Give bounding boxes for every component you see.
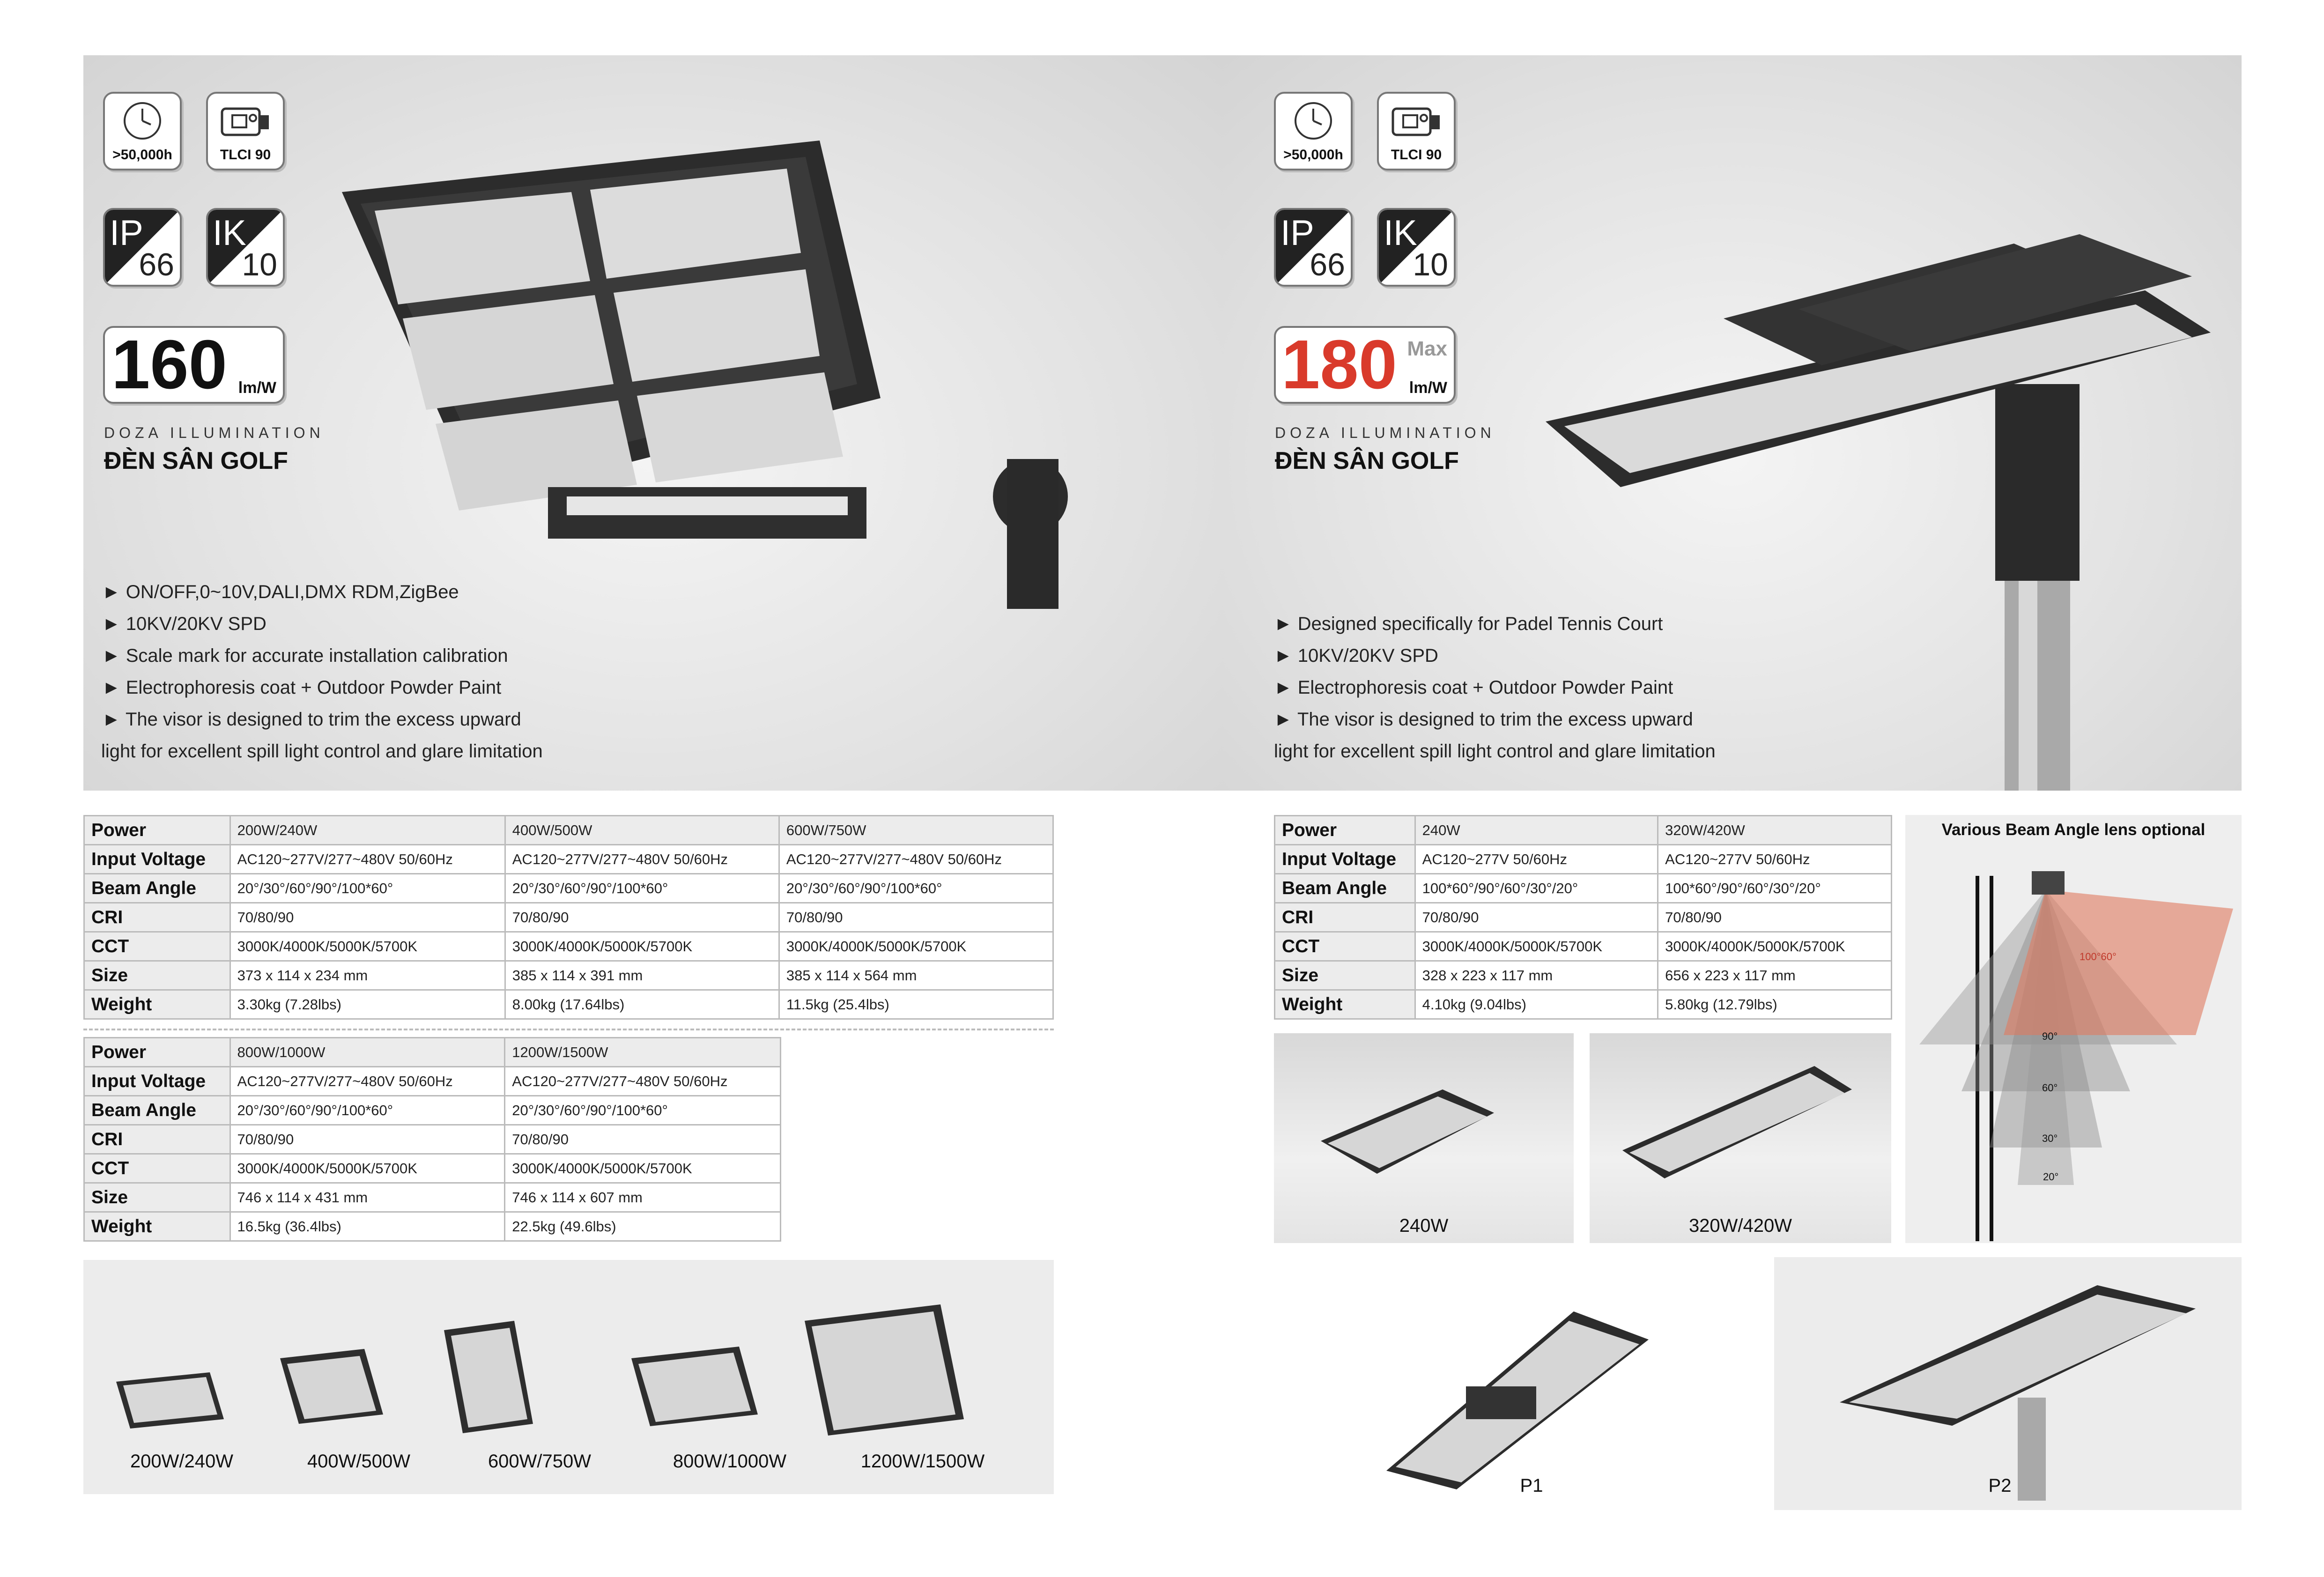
feature-item: ► Electrophoresis coat + Outdoor Powder Paint xyxy=(102,677,502,698)
product-thumb-320w xyxy=(1590,1033,1891,1243)
table-row: Beam Angle 100*60°/90°/60°/30°/20° 100*60°/90°/60°/30°/20° xyxy=(1275,874,1892,903)
model-label: 800W/1000W xyxy=(673,1451,787,1472)
spec-table-1 xyxy=(83,815,1054,1020)
mount-label: P1 xyxy=(1520,1475,1543,1496)
beam-label-30: 30° xyxy=(2042,1133,2058,1144)
efficacy-badge xyxy=(1274,326,1456,404)
thumb-label: 240W xyxy=(1399,1215,1449,1236)
table-row: Beam Angle 20°/30°/60°/90°/100*60° 20°/30°/60°/90°/100*60° 20°/30°/60°/90°/100*60° xyxy=(84,874,1053,903)
tlci-label: TLCI 90 xyxy=(220,147,271,163)
model-label: 600W/750W xyxy=(488,1451,592,1472)
mount-label: P2 xyxy=(1988,1475,2012,1496)
table-row: Beam Angle 20°/30°/60°/90°/100*60° 20°/30°/60°/90°/100*60° xyxy=(84,1096,781,1125)
table-row: CCT 3000K/4000K/5000K/5700K 3000K/4000K/5000K/5700K xyxy=(84,1154,781,1183)
lifetime-label: >50,000h xyxy=(1283,147,1343,163)
mount-p1-image xyxy=(1377,1293,1658,1489)
feature-item: ► The visor is designed to trim the excess upward xyxy=(1274,709,1693,730)
table-row: Input Voltage AC120~277V 50/60Hz AC120~277V 50/60Hz xyxy=(1275,845,1892,874)
feature-item: ► The visor is designed to trim the excess upward xyxy=(102,709,521,730)
model-label: 1200W/1500W xyxy=(860,1451,985,1472)
beam-label-100x60: 100°60° xyxy=(2080,951,2117,962)
table-row: Power 800W/1000W 1200W/1500W xyxy=(84,1038,781,1067)
spec-table-2 xyxy=(83,1037,781,1242)
table-row: Power 200W/240W 400W/500W 600W/750W xyxy=(84,816,1053,845)
table-row: Weight 4.10kg (9.04lbs) 5.80kg (12.79lbs) xyxy=(1275,990,1892,1019)
table-row: Input Voltage AC120~277V/277~480V 50/60Hz AC120~277V/277~480V 50/60Hz xyxy=(84,1067,781,1096)
product-thumb-240w xyxy=(1274,1033,1574,1243)
brand-name: DOZA ILLUMINATION xyxy=(104,424,325,441)
feature-item: light for excellent spill light control and glare limitation xyxy=(101,741,543,762)
ip-rating-badge xyxy=(103,208,182,287)
table-row: Weight 16.5kg (36.4lbs) 22.5kg (49.6lbs) xyxy=(84,1212,781,1241)
efficacy-badge xyxy=(103,326,285,404)
camera-icon xyxy=(208,96,283,153)
mount-p2-image xyxy=(1774,1257,2242,1501)
ip-label: IP xyxy=(110,213,143,253)
ip-value: 66 xyxy=(139,247,174,282)
ip-value: 66 xyxy=(1310,247,1345,282)
table-divider xyxy=(83,1029,1054,1030)
clock-icon xyxy=(1276,96,1351,153)
brand-name: DOZA ILLUMINATION xyxy=(1275,424,1495,441)
lamp-240w-image xyxy=(1274,1033,1574,1211)
efficacy-max: Max xyxy=(1407,337,1447,360)
table-row: CCT 3000K/4000K/5000K/5700K 3000K/4000K/5000K/5700K 3000K/4000K/5000K/5700K xyxy=(84,932,1053,961)
efficacy-value: 160 xyxy=(111,326,227,403)
spec-table-right xyxy=(1274,815,1892,1020)
feature-item: ► Electrophoresis coat + Outdoor Powder Paint xyxy=(1274,677,1673,698)
table-row: Size 373 x 114 x 234 mm 385 x 114 x 391 mm 385 x 114 x 564 mm xyxy=(84,961,1053,990)
lifetime-badge xyxy=(1274,92,1353,170)
tlci-badge xyxy=(1377,92,1456,170)
ik-value: 10 xyxy=(1413,247,1448,282)
table-row: CCT 3000K/4000K/5000K/5700K 3000K/4000K/5000K/5700K xyxy=(1275,932,1892,961)
table-row: Weight 3.30kg (7.28lbs) 8.00kg (17.64lbs) 11.5kg (25.4lbs) xyxy=(84,990,1053,1019)
feature-list xyxy=(1274,608,1716,767)
feature-item: ► Designed specifically for Padel Tennis Court xyxy=(1274,614,1663,634)
lamp-320w-image xyxy=(1590,1033,1891,1211)
table-row: CRI 70/80/90 70/80/90 xyxy=(1275,903,1892,932)
beam-angle-diagram xyxy=(1905,848,2242,1241)
beam-label-90: 90° xyxy=(2042,1030,2058,1042)
table-row: Input Voltage AC120~277V/277~480V 50/60Hz AC120~277V/277~480V 50/60Hz AC120~277V/277~480V 50/60Hz xyxy=(84,845,1053,874)
beam-angle-title: Various Beam Angle lens optional xyxy=(1941,821,2206,839)
tlci-badge xyxy=(206,92,285,170)
floodlight-image xyxy=(328,141,1077,609)
efficacy-unit: lm/W xyxy=(1409,379,1447,397)
ik-label: IK xyxy=(1384,213,1417,253)
feature-item: ► 10KV/20KV SPD xyxy=(102,614,266,634)
table-row: CRI 70/80/90 70/80/90 70/80/90 xyxy=(84,903,1053,932)
lifetime-badge xyxy=(103,92,182,170)
product-title: ĐÈN SÂN GOLF xyxy=(104,447,288,474)
feature-item: ► Scale mark for accurate installation calibration xyxy=(102,645,508,666)
tlci-label: TLCI 90 xyxy=(1391,147,1442,163)
ik-label: IK xyxy=(213,213,246,253)
model-label: 400W/500W xyxy=(307,1451,411,1472)
feature-item: ► 10KV/20KV SPD xyxy=(1274,645,1438,666)
ip-label: IP xyxy=(1280,213,1314,253)
efficacy-value: 180 xyxy=(1281,326,1397,403)
model-lineup-image xyxy=(83,1260,1054,1447)
table-row: CRI 70/80/90 70/80/90 xyxy=(84,1125,781,1154)
table-row: Size 328 x 223 x 117 mm 656 x 223 x 117 mm xyxy=(1275,961,1892,990)
efficacy-unit: lm/W xyxy=(238,379,276,397)
camera-icon xyxy=(1379,96,1454,153)
ip-rating-badge xyxy=(1274,208,1353,287)
table-row: Power 240W 320W/420W xyxy=(1275,816,1892,845)
beam-label-20: 20° xyxy=(2043,1171,2059,1183)
ik-rating-badge xyxy=(1377,208,1456,287)
model-label: 200W/240W xyxy=(130,1451,234,1472)
feature-list xyxy=(102,576,543,767)
thumb-label: 320W/420W xyxy=(1688,1215,1792,1236)
lifetime-label: >50,000h xyxy=(112,147,172,163)
feature-item: light for excellent spill light control and glare limitation xyxy=(1274,741,1716,762)
table-row: Size 746 x 114 x 431 mm 746 x 114 x 607 mm xyxy=(84,1183,781,1212)
beam-label-60: 60° xyxy=(2042,1082,2058,1094)
ik-value: 10 xyxy=(242,247,277,282)
ik-rating-badge xyxy=(206,208,285,287)
feature-item: ► ON/OFF,0~10V,DALI,DMX RDM,ZigBee xyxy=(102,582,459,602)
product-title: ĐÈN SÂN GOLF xyxy=(1275,447,1459,474)
clock-icon xyxy=(105,96,180,153)
